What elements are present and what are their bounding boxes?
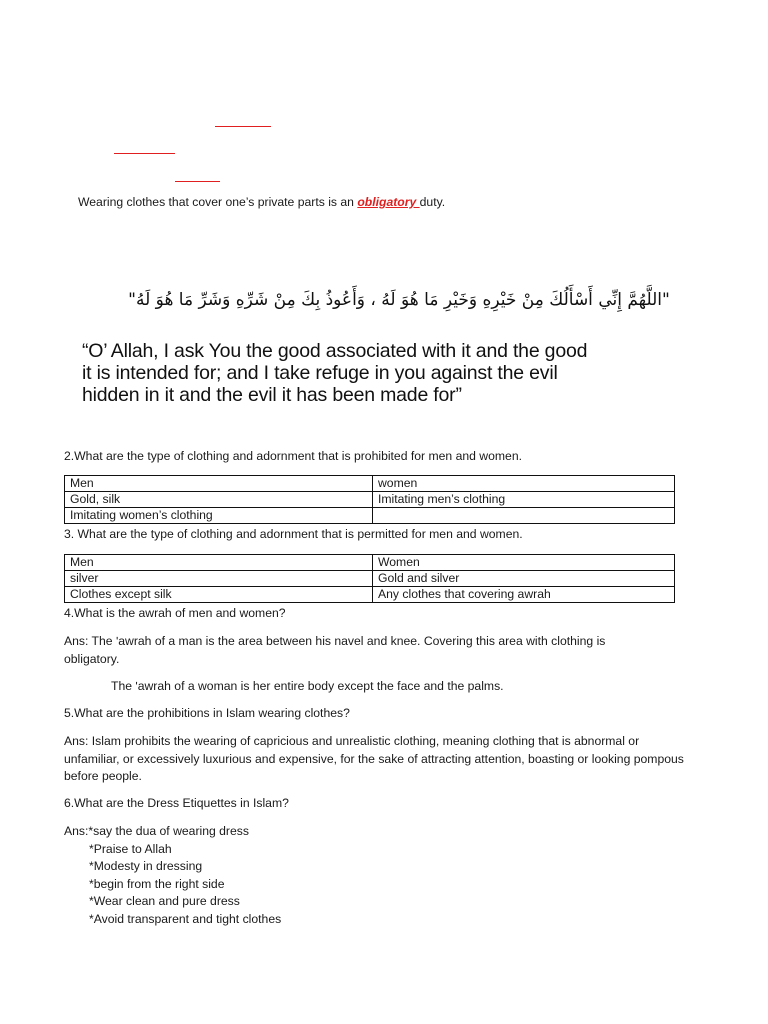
- table-row: [65, 571, 675, 587]
- blank-line-1: [215, 126, 271, 127]
- table-cell: Clothes except silk: [65, 587, 373, 603]
- list-item: *Avoid transparent and tight clothes: [89, 911, 282, 926]
- dress-etiquette-list: [64, 823, 281, 929]
- intro-sentence: [78, 195, 445, 209]
- question-4: 4.What is the awrah of men and women?: [64, 606, 286, 620]
- dua-line-1: “O’ Allah, I ask You the good associated with it and the good: [82, 340, 588, 362]
- table-cell: Gold, silk: [65, 492, 373, 508]
- table-row: [65, 508, 675, 524]
- intro-text-before: Wearing clothes that cover one’s private parts is an: [78, 195, 358, 209]
- dua-arabic: "اللَّهُمَّ إِنِّي أَسْأَلُكَ مِنْ خَيْرِهِ وَخَيْرِ مَا هُوَ لَهُ ، وَأَعُوذُ بِكَ مِنْ شَرِّهِ وَشَرِّ مَا هُوَ لَهُ": [128, 290, 670, 310]
- answer-4-women: The ʹawrah of a woman is her entire body except the face and the palms.: [111, 679, 504, 693]
- answer-4-men: Ans: The ʹawrah of a man is the area between his navel and knee. Covering this area with clothing is obligatory.: [64, 634, 606, 666]
- question-2: 2.What are the type of clothing and adornment that is prohibited for men and women.: [64, 449, 522, 463]
- question-6: 6.What are the Dress Etiquettes in Islam?: [64, 796, 289, 810]
- list-item: Ans:*say the dua of wearing dress: [64, 824, 249, 838]
- table-cell: [373, 508, 675, 524]
- list-item: *Modesty in dressing: [89, 859, 203, 874]
- intro-highlight-obligatory: obligatory: [357, 195, 420, 209]
- dua-line-3: hidden in it and the evil it has been made for”: [82, 384, 462, 406]
- table-cell: Imitating women’s clothing: [65, 508, 373, 524]
- blank-line-2: [114, 153, 175, 154]
- blank-line-3: [175, 181, 220, 182]
- list-item: *Praise to Allah: [89, 841, 172, 856]
- dua-translation: [82, 340, 712, 406]
- answer-5: Ans: Islam prohibits the wearing of capricious and unrealistic clothing, meaning clothing that is abnormal or unfamiliar, or excessively luxurious and expensive, for the sake of attracting attention, boasting or looking pompous before people.: [64, 734, 684, 783]
- intro-text-after: duty.: [419, 195, 446, 209]
- permitted-table: [64, 554, 675, 603]
- list-item: *begin from the right side: [89, 876, 225, 891]
- table-cell: Gold and silver: [373, 571, 675, 587]
- table-cell: Any clothes that covering awrah: [373, 587, 675, 603]
- table-row: [65, 492, 675, 508]
- question-5: 5.What are the prohibitions in Islam wearing clothes?: [64, 706, 350, 720]
- dua-line-2: it is intended for; and I take refuge in you against the evil: [82, 362, 558, 384]
- question-3: 3. What are the type of clothing and adornment that is permitted for men and women.: [64, 527, 523, 541]
- table-cell: women: [373, 476, 675, 492]
- list-item: *Wear clean and pure dress: [89, 894, 240, 909]
- table-cell: Men: [65, 476, 373, 492]
- table-cell: Women: [373, 555, 675, 571]
- table-cell: Imitating men’s clothing: [373, 492, 675, 508]
- table-row: [65, 587, 675, 603]
- table-cell: silver: [65, 571, 373, 587]
- table-row: [65, 555, 675, 571]
- prohibited-table: [64, 475, 675, 524]
- table-cell: Men: [65, 555, 373, 571]
- table-row: [65, 476, 675, 492]
